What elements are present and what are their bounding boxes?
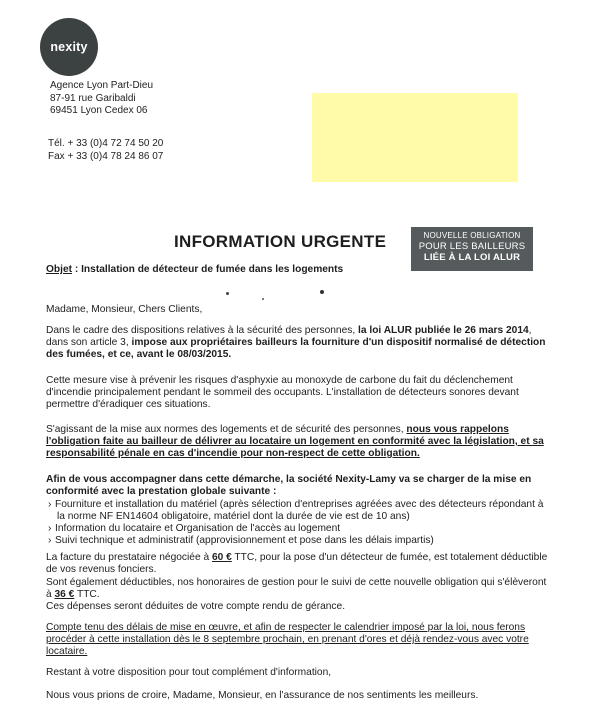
para1-line2 — [46, 337, 545, 349]
fax-number: Fax + 33 (0)4 78 24 86 07 — [48, 150, 164, 162]
para6-line2: procéder à cette installation dès le 8 septembre prochain, en prenant d'ores et déjà rendez-vous avec votre — [46, 634, 529, 645]
salutation: Madame, Monsieur, Chers Clients, — [46, 304, 203, 315]
para1-line1 — [46, 325, 532, 337]
para5-line2: de vos revenus fonciers. — [46, 564, 157, 575]
para6-line3: locataire. — [46, 646, 88, 657]
para3-line1 — [46, 424, 509, 436]
para5-line1 — [46, 552, 547, 564]
agency-address — [50, 80, 250, 118]
para3-line3: responsabilité pénale en cas d'incendie pour non-respect de cette obligation. — [46, 448, 420, 459]
para1-text: , — [528, 325, 532, 336]
price-technician: 60 € — [211, 552, 232, 563]
scan-speck — [226, 292, 229, 295]
para3-bold: nous vous rappelons — [406, 424, 509, 435]
para5-text: La facture du prestataire négociée à — [46, 552, 212, 563]
bullet-arrow-icon: › — [48, 523, 52, 534]
bullet-item — [48, 523, 340, 535]
obligation-stamp — [411, 227, 533, 271]
closing-line: Nous vous prions de croire, Madame, Monsieur, en l'assurance de nos sentiments les meilleurs. — [46, 690, 479, 701]
price-fees: 36 € — [54, 589, 75, 600]
para7: Restant à votre disposition pour tout complément d'information, — [46, 667, 332, 678]
para4-line1: Afin de vous accompagner dans cette démarche, la société Nexity-Lamy va se charger de la mise en — [46, 474, 532, 485]
para2-line3: permettre d'éradiquer ces situations. — [46, 399, 211, 410]
para1-line3: des fumées, et ce, avant le 08/03/2015. — [46, 349, 232, 360]
agency-contacts — [48, 138, 248, 163]
address-sticker — [312, 93, 518, 182]
bullet-arrow-icon: › — [48, 499, 52, 510]
bullet-text: Information du locataire et Organisation de l'accès au logement — [55, 523, 341, 534]
para1-text: dans son article 3, — [46, 337, 132, 348]
bullet-text: Fourniture et installation du matériel (après sélection d'entreprises agréées avec des détecteurs répondant à — [55, 499, 544, 510]
agency-name: Agence Lyon Part-Dieu — [50, 80, 154, 91]
object-text: : Installation de détecteur de fumée dans les logements — [72, 264, 344, 275]
stamp-line-2: POUR LES BAILLEURS — [418, 240, 526, 252]
bullet-item — [48, 535, 434, 547]
para5-line3: Sont également déductibles, nos honoraires de gestion pour le suivi de cette nouvelle obligation qui s'élèveront — [46, 577, 547, 588]
para5-text: TTC, pour la pose d'un détecteur de fumée, est totalement déductible — [231, 552, 548, 563]
para1-bold: la loi ALUR publiée le 26 mars 2014 — [358, 325, 529, 336]
para5-line5: Ces dépenses seront déduites de votre compte rendu de gérance. — [46, 601, 346, 612]
scan-speck — [320, 290, 324, 294]
object-label: Objet — [46, 264, 73, 275]
object-line — [46, 264, 343, 276]
para4-line2: conformité avec la prestation globale suivante : — [46, 486, 277, 497]
logo-text: nexity — [50, 39, 88, 54]
stamp-line-3: LIÉE À LA LOI ALUR — [423, 251, 521, 263]
bullet-text: Suivi technique et administratif (approvisionnement et pose dans les délais impartis) — [55, 535, 434, 546]
agency-city: 69451 Lyon Cedex 06 — [50, 105, 148, 117]
nexity-logo — [40, 18, 98, 76]
para5-text: TTC. — [74, 589, 100, 600]
stamp-line-1: NOUVELLE OBLIGATION — [423, 231, 521, 240]
phone-number: Tél. + 33 (0)4 72 74 50 20 — [48, 138, 164, 149]
para1-bold: impose aux propriétaires bailleurs la fourniture d'un dispositif normalisé de détection — [131, 337, 546, 348]
agency-street: 87-91 rue Garibaldi — [50, 92, 136, 104]
para3-line2: l'obligation faite au bailleur de délivrer au locataire un logement en conformité avec la législation, et sa — [46, 436, 544, 447]
para3-text: S'agissant de la mise aux normes des logements et de sécurité des personnes, — [46, 424, 407, 435]
bullet-item — [48, 499, 543, 511]
scan-speck — [262, 298, 264, 300]
page-title: INFORMATION URGENTE — [174, 232, 387, 251]
para2-line2: d'incendie principalement pendant le sommeil des occupants. L'installation de détecteurs sonores devant — [46, 387, 519, 398]
bullet-continuation: la norme NF EN14604 obligatoire, matériel dont la durée de vie est de 10 ans) — [57, 511, 410, 522]
para5-line4 — [46, 589, 100, 601]
para5-text: à — [46, 589, 55, 600]
para2-line1: Cette mesure vise à prévenir les risques d'asphyxie au monoxyde de carbone du fait du déclenchement — [46, 375, 513, 386]
para1-text: Dans le cadre des dispositions relatives à la sécurité des personnes, — [46, 325, 359, 336]
bullet-arrow-icon: › — [48, 535, 52, 546]
para6-line1: Compte tenu des délais de mise en œuvre, et afin de respecter le calendrier imposé par la loi, nous ferons — [46, 622, 526, 633]
